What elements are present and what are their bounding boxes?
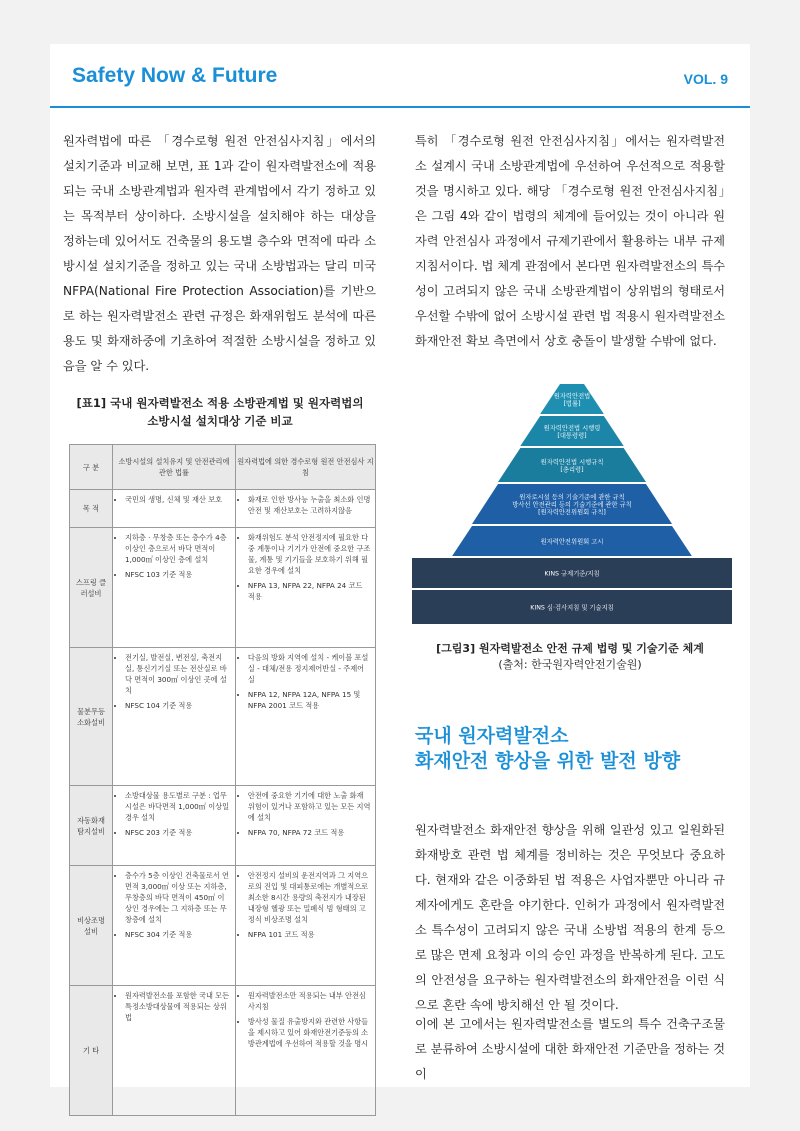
cell-item: • NFSC 304 기준 적용: [125, 929, 231, 940]
cell-nuclear-law: [235, 528, 375, 648]
table-row: [70, 866, 376, 986]
table-row: [70, 986, 376, 1116]
row-category: 비상조명 설비: [70, 866, 113, 986]
cell-fire-law: [113, 490, 236, 528]
magazine-title: Safety Now & Future: [72, 64, 278, 87]
pyramid-level-label: 원자력안전위원회 고시: [540, 538, 604, 546]
table-header-fire-law: 소방시설의 설치유지 및 안전관리에 관한 법률: [113, 445, 236, 490]
cell-item: • 국민의 생명, 신체 및 재산 보호: [125, 494, 231, 505]
pyramid-level-label: [대통령령]: [557, 432, 587, 440]
table-header-category: 구 분: [70, 445, 113, 490]
cell-fire-law: [113, 528, 236, 648]
left-paragraph: 원자력법에 따른 「경수로형 원전 안전심사지침」에서의 설치기준과 비교해 보면, 표 1과 같이 원자력발전소에 적용되는 국내 소방관계법과 원자력 관계법에서 각기 정하고 있는 목적부터 상이하다. 소방시설을 설치해야 하는 대상을 정하는데 있어서도 건축물의 용도별 층수와 면적에 따라 소방시설 설치기준을 정하고 있는 국내 소방법과는 달리 미국 NFPA(National Fire Protection Association)를 기반으로 하는 원자력발전소 관련 규정은 화재위험도 분석에 따른 용도 및 화재하중에 기초하여 적절한 소방시설을 정하고 있음을 알 수 있다.: [63, 134, 376, 373]
cell-nuclear-law: [235, 866, 375, 986]
cell-item: • NFSC 104 기준 적용: [125, 700, 231, 711]
cell-item: • 방사성 물질 유출방지와 관련한 사항들을 제시하고 있어 화재안전기준등의 소방관계법에 우선하여 적용할 것을 명시: [248, 1016, 371, 1049]
cell-item: • 화재위험도 분석 안전정지에 필요한 다중 계통이나 기기가 안전에 중요한 구조물, 계통 및 기기들을 보호하기 위해 필요한 경우에 설치: [248, 532, 371, 576]
right-paragraph-2: 원자력발전소 화재안전 향상을 위해 일관성 있고 일원화된 화재방호 관련 법 체계를 정비하는 것은 무엇보다 중요하다. 현재와 같은 이중화된 법 적용은 사업자뿐만 아니라 규제자에게도 혼란을 야기한다. 인허가 과정에서 원자력발전소 특수성이 고려되지 않은 국내 소방법 적용의 한계 등으로 많은 면제 요청과 이의 승인 과정을 반복하게 된다. 고도의 안전성을 요구하는 원자력발전소의 화재안전을 이런 식으로 혼란 속에 방치해선 안 될 것이다.: [415, 823, 725, 1012]
table-row: [70, 786, 376, 866]
cell-item: • 화재로 인한 방사능 누출을 최소화 인명안전 및 재산보호는 고려하지않음: [248, 494, 371, 516]
comparison-table: [69, 444, 376, 1116]
cell-item: • 안전에 중요한 기기에 대한 노출 화재 위험이 있거나 포함하고 있는 모든 지역에 설치: [248, 790, 371, 823]
cell-nuclear-law: [235, 986, 375, 1116]
row-category: 기 타: [70, 986, 113, 1116]
cell-item: • NFPA 13, NFPA 22, NFPA 24 코드 적용: [248, 580, 371, 602]
figure-caption-title: [그림3] 원자력발전소 안전 규제 법령 및 기술기준 체계: [436, 642, 704, 655]
cell-item: • 지하층 · 무창층 또는 층수가 4층 이상인 층으로서 바닥 면적이1,000㎡ 이상인 층에 설치: [125, 532, 231, 565]
cell-item: • 안전정지 설비의 운전지역과 그 지역으로의 진입 및 대피통로에는 개별적으로 최소한 8시간 용량의 축전지가 내장된 내장형 헬광 또는 밀폐식 빔 형태의 고정식 비상조명 설치: [248, 870, 371, 925]
row-category: 스프링 클러설비: [70, 528, 113, 648]
pyramid-level-label: 원자력안전법 시행규칙: [540, 458, 604, 466]
cell-fire-law: [113, 866, 236, 986]
regulation-pyramid-diagram: [412, 384, 732, 634]
pyramid-level-label: 원자로시설 등의 기술기준에 관한 규칙: [519, 494, 625, 501]
right-paragraph-1: 특히 「경수로형 원전 안전심사지침」에서는 원자력발전소 설계시 국내 소방관계법에 우선하여 우선적으로 적용할 것을 명시하고 있다. 해당 「경수로형 원전 안전심사지침」은 그림 4와 같이 법령의 체계에 들어있는 것이 아니라 원자력 안전심사 과정에서 규제기관에서 활용하는 내부 규제지침서이다. 법 체계 관점에서 본다면 원자력발전소의 특수성이 고려되지 않은 국내 소방관계법이 상위법의 형태로서 우선할 수밖에 없어 소방시설 관련 법 적용시 원자력발전소 화재안전 확보 측면에서 상호 충돌이 발생할 수밖에 없다.: [415, 134, 725, 348]
cell-item: • 다음의 방화 지역에 설치 - 케이블 포설실 - 대체/전용 정지제어반실 - 주제어실: [248, 652, 371, 685]
page-header: [50, 44, 750, 108]
cell-item: • NFSC 103 기준 적용: [125, 569, 231, 580]
cell-item: • NFPA 70, NFPA 72 코드 적용: [248, 827, 371, 838]
right-paragraph-3: 이에 본 고에서는 원자력발전소를 별도의 특수 건축구조물로 분류하여 소방시설에 대한 화재안전 기준만을 정하는 것이: [415, 1017, 725, 1081]
cell-item: • 원자력발전소를 포함한 국내 모든 특정소방대상물에 적용되는 상위법: [125, 990, 231, 1023]
table-row: [70, 648, 376, 786]
table-header-row: [70, 445, 376, 490]
cell-item: • NFPA 101 코드 적용: [248, 929, 371, 940]
cell-fire-law: [113, 986, 236, 1116]
cell-item: • 전기실, 발전실, 변전실, 축전지실, 통신기기실 또는 전산실로 바닥 면적이 300㎡ 이상인 곳에 설치: [125, 652, 231, 696]
cell-nuclear-law: [235, 490, 375, 528]
figure-caption: [415, 641, 725, 673]
cell-item: • 원자력발전소만 적용되는 내부 안전심사지침: [248, 990, 371, 1012]
pyramid-level-label: [총리령]: [560, 466, 584, 474]
table-row: [70, 528, 376, 648]
cell-nuclear-law: [235, 648, 375, 786]
row-category: 목 적: [70, 490, 113, 528]
pyramid-level-label: KINS 규제기준/지침: [544, 570, 600, 578]
pyramid-level-label: 원자력안전법 시행령: [543, 424, 601, 432]
pyramid-level-label: [법률]: [563, 400, 581, 408]
row-category: 물분무등 소화설비: [70, 648, 113, 786]
cell-item: • NFPA 12, NFPA 12A, NFPA 15 및 NFPA 2001 코드 적용: [248, 689, 371, 711]
figure-caption-source: (출처: 한국원자력안전기술원): [498, 658, 642, 671]
row-category: 자동화재 탐지설비: [70, 786, 113, 866]
pyramid-level-label: [원자력안전위원회 규칙]: [538, 509, 606, 516]
cell-nuclear-law: [235, 786, 375, 866]
cell-item: • NFSC 203 기준 적용: [125, 827, 231, 838]
pyramid-level-label: 방사선 안전관리 등의 기술기준에 관한 규칙: [512, 501, 632, 509]
table-row: [70, 490, 376, 528]
section-heading-line-2: 화재안전 향상을 위한 발전 방향: [415, 750, 681, 772]
table-header-nuclear-law: 원자력법에 의한 경수로형 원전 안전심사 지침: [235, 445, 375, 490]
cell-fire-law: [113, 648, 236, 786]
section-heading: [415, 724, 735, 774]
cell-fire-law: [113, 786, 236, 866]
page: [50, 44, 750, 1087]
cell-item: • 소방대상물 용도별로 구분 : 업무시설은 바닥면적 1,000㎡ 이상일 경우 설치: [125, 790, 231, 823]
table-caption: [표1] 국내 원자력발전소 적용 소방관계법 및 원자력법의 소방시설 설치대상 기준 비교: [76, 396, 364, 428]
cell-item: • 층수가 5층 이상인 건축물로서 연면적 3,000㎡ 이상 또는 지하층, 무창층의 바닥 면적이 450㎡ 이상인 경우에는 그 지하층 또는 무창층에 설치: [125, 870, 231, 925]
pyramid-level-label: KINS 심·검사지침 및 기술지침: [530, 604, 614, 612]
pyramid-level-label: 원자력안전법: [553, 392, 591, 400]
volume-label: VOL. 9: [683, 71, 728, 87]
section-heading-line-1: 국내 원자력발전소: [415, 725, 569, 747]
